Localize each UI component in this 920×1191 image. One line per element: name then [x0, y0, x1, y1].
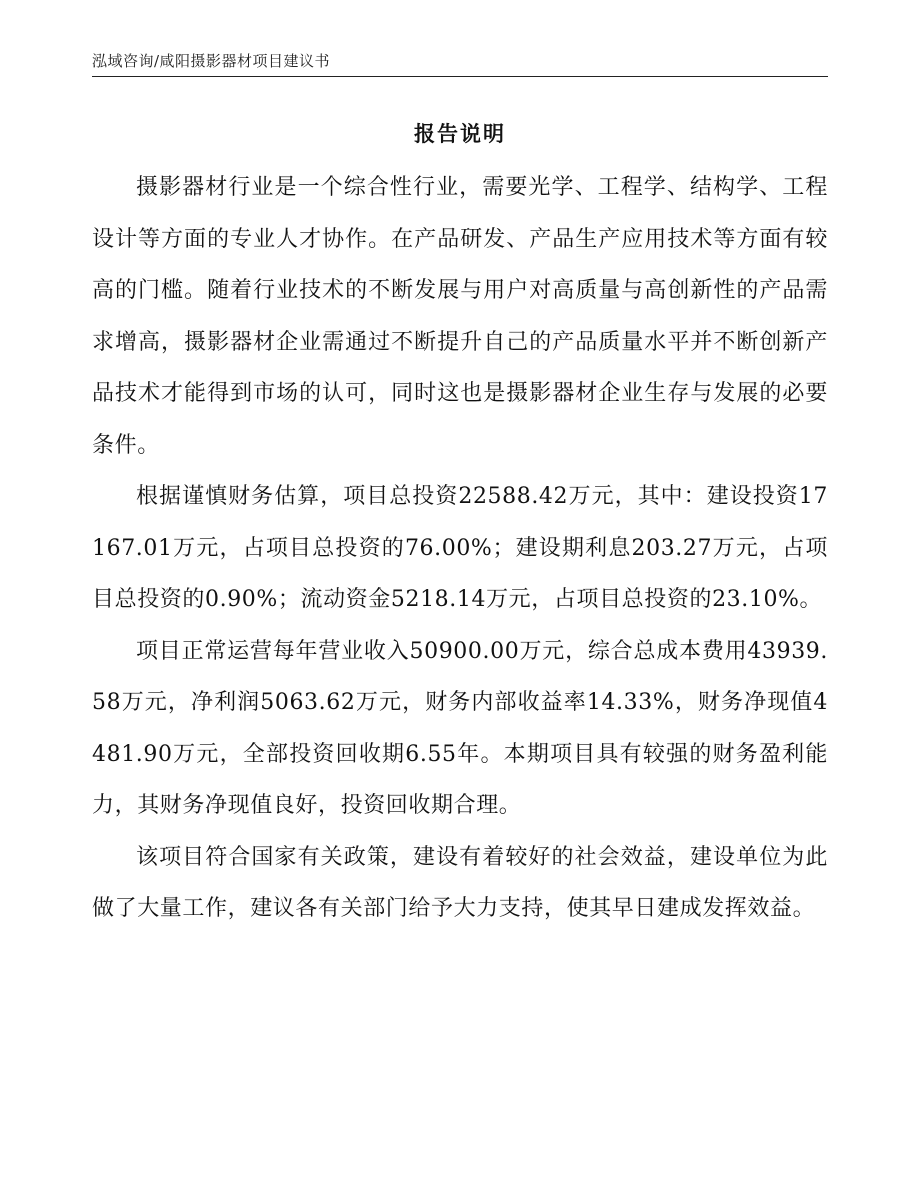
- paragraph-recommendation: 该项目符合国家有关政策，建设有着较好的社会效益，建设单位为此做了大量工作，建议各有关部门给予大力支持，使其早日建成发挥效益。: [92, 844, 828, 921]
- report-body: [92, 162, 828, 935]
- header-divider: [92, 76, 828, 77]
- paragraph-industry-overview: 摄影器材行业是一个综合性行业，需要光学、工程学、结构学、工程设计等方面的专业人才协作。在产品研发、产品生产应用技术等方面有较高的门槛。随着行业技术的不断发展与用户对高质量与高创新性的产品需求增高，摄影器材企业需通过不断提升自己的产品质量水平并不断创新产品技术才能得到市场的认可，同时这也是摄影器材企业生存与发展的必要条件。: [92, 175, 828, 458]
- paragraph-investment-estimate: 根据谨慎财务估算，项目总投资22588.42万元，其中：建设投资17167.01万元，占项目总投资的76.00%；建设期利息203.27万元，占项目总投资的0.90%；流动资金5218.14万元，占项目总投资的23.10%。: [92, 484, 828, 612]
- running-header: 泓域咨询/咸阳摄影器材项目建议书: [92, 52, 331, 70]
- section-title: 报告说明: [414, 121, 506, 146]
- paragraph-operating-revenue: 项目正常运营每年营业收入50900.00万元，综合总成本费用43939.58万元，净利润5063.62万元，财务内部收益率14.33%，财务净现值4481.90万元，全部投资回收期6.55年。本期项目具有较强的财务盈利能力，其财务净现值良好，投资回收期合理。: [92, 638, 828, 818]
